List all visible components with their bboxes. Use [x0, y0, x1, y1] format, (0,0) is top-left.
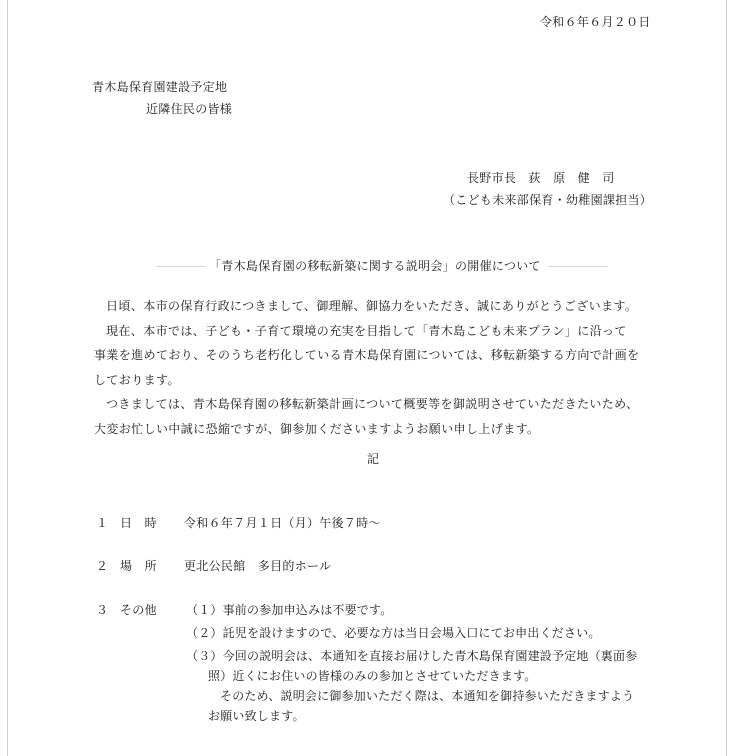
body-paragraph-2-line-3: しております。: [94, 372, 180, 387]
item-1-value: 令和６年７月１日（月）午後７時～: [184, 516, 381, 530]
document-title: 「青木島保育園の移転新築に関する説明会」の開催について: [209, 259, 541, 273]
body-paragraph-1: 日頃、本市の保育行政につきまして、御理解、御協力をいただき、誠にありがとうございます。: [106, 299, 638, 313]
recipient-line-2: 近隣住民の皆様: [146, 102, 233, 116]
item-2-label: 場 所: [120, 559, 157, 573]
recipient-line-1: 青木島保育園建設予定地: [92, 80, 228, 94]
letter-body: [94, 294, 664, 441]
item-3-label: その他: [120, 603, 157, 617]
note-3-line-4: お願い致します。: [208, 709, 305, 723]
sender-name: 長野市長 荻 原 健 司: [467, 171, 615, 185]
item-3-number: ３: [96, 603, 109, 617]
document-date: 令和６年６月２０日: [540, 15, 651, 29]
sender-department: （こども未来部保育・幼稚園課担当）: [443, 193, 653, 207]
body-paragraph-2-line-2: 事業を進めており、そのうち老朽化している青木島保育園については、移転新築する方向で計画を: [94, 348, 640, 362]
title-right-rule: [548, 266, 608, 267]
ki-heading: 記: [367, 452, 380, 466]
note-1: （１）事前の参加申込みは不要です。: [186, 603, 393, 617]
item-1-number: １: [96, 516, 109, 530]
body-paragraph-3-line-2: 大変お忙しい中誠に恐縮ですが、御参加くださいますようお願い申し上げます。: [94, 421, 540, 436]
note-2: （２）託児を設けますので、必要な方は当日会場入口にてお申出ください。: [186, 626, 601, 640]
document-page: [7, 0, 727, 756]
item-2-number: ２: [96, 559, 109, 573]
note-3-line-3: そのため、説明会に御参加いただく際は、本通知を御持参いただきますよう: [220, 689, 635, 703]
item-1-label: 日 時: [120, 516, 157, 530]
item-2-value: 更北公民館 多目的ホール: [184, 559, 332, 573]
body-paragraph-3-line-1: つきましては、青木島保育園の移転新築計画について概要等を御説明させていただきたいため、: [106, 397, 639, 411]
note-3-line-1: （３）今回の説明会は、本通知を直接お届けした青木島保育園建設予定地（裏面参: [186, 649, 638, 663]
body-paragraph-2-line-1: 現在、本市では、子ども・子育て環境の充実を目指して「青木島こども未来プラン」に沿って: [106, 323, 627, 338]
title-left-rule: [156, 266, 206, 267]
other-notes: [186, 600, 656, 726]
note-3-line-2: 照）近くにお住いの皆様のみの参加とさせていただきます。: [208, 669, 537, 683]
